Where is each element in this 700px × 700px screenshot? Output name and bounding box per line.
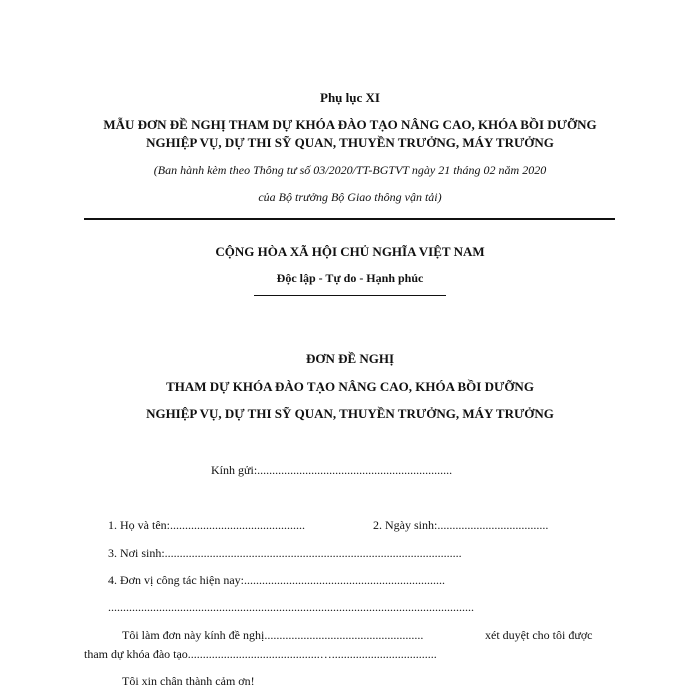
form-title-line-3: NGHIỆP VỤ, DỰ THI SỸ QUAN, THUYỀN TRƯỞNG, MÁY TRƯỞNG <box>146 406 554 421</box>
document-title-line-1: MẪU ĐƠN ĐỀ NGHỊ THAM DỰ KHÓA ĐÀO TẠO NÂNG CAO, KHÓA BỒI DƯỠNG <box>103 117 597 132</box>
document-title-line-2: NGHIỆP VỤ, DỰ THI SỸ QUAN, THUYỀN TRƯỞNG, MÁY TRƯỞNG <box>146 135 554 150</box>
full-name-field: 1. Họ và tên:............................................. <box>108 518 305 532</box>
form-title-line-1: ĐƠN ĐỀ NGHỊ <box>305 351 395 366</box>
request-text-line-2: tham dự khóa đào tạo............................................…................................... <box>84 647 437 661</box>
national-motto: Độc lập - Tự do - Hạnh phúc <box>276 271 424 285</box>
form-title-line-2: THAM DỰ KHÓA ĐÀO TẠO NÂNG CAO, KHÓA BỒI DƯỠNG <box>166 379 534 394</box>
issuance-note-line-1: (Ban hành kèm theo Thông tư số 03/2020/TT-BGTVT ngày 21 tháng 02 năm 2020 <box>153 163 547 177</box>
appendix-label: Phụ lục XI <box>320 90 380 105</box>
country-name: CỘNG HÒA XÃ HỘI CHỦ NGHĨA VIỆT NAM <box>215 244 485 259</box>
birth-place-field: 3. Nơi sinh:................................................................................................... <box>108 546 462 560</box>
request-text-line-1: Tôi làm đơn này kính đề nghị..................................................... <box>122 628 424 642</box>
motto-underline <box>254 295 446 296</box>
closing-thanks: Tôi xin chân thành cảm ơn! <box>122 674 255 688</box>
request-text-line-1-end: xét duyệt cho tôi được <box>485 628 593 642</box>
workplace-continuation-line: .......................................................................................................................... <box>108 600 474 614</box>
workplace-field: 4. Đơn vị công tác hiện nay:................................................................... <box>108 573 445 587</box>
recipient-field: Kính gửi:................................................................. <box>211 463 453 477</box>
issuance-note-line-2: của Bộ trưởng Bộ Giao thông vận tải) <box>258 190 442 204</box>
birth-date-field: 2. Ngày sinh:..................................... <box>373 518 549 532</box>
header-divider <box>84 218 615 220</box>
